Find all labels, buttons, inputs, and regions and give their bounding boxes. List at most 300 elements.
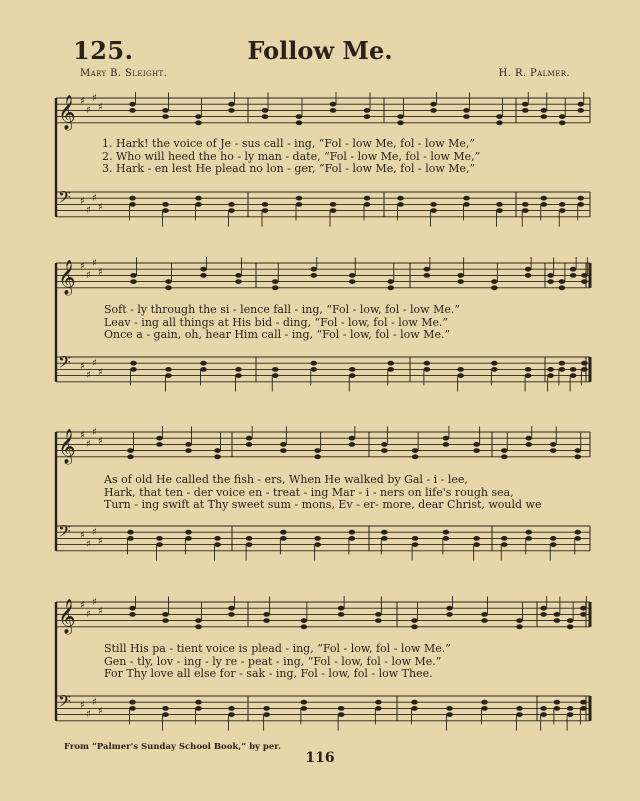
- note-head: [156, 436, 163, 441]
- note-head: [559, 279, 566, 284]
- note-head: [540, 606, 547, 611]
- note-head: [280, 530, 287, 535]
- note-head: [581, 273, 588, 278]
- note-head: [162, 712, 169, 717]
- note-head: [162, 618, 169, 623]
- sharp-icon: ♯: [92, 427, 97, 438]
- note-head: [525, 536, 532, 541]
- sharp-icon: ♯: [92, 93, 97, 104]
- note-head: [165, 279, 172, 284]
- note-head: [330, 208, 337, 213]
- note-head: [559, 285, 566, 290]
- note-head: [200, 273, 207, 278]
- note-head: [296, 202, 303, 207]
- note-head: [129, 202, 136, 207]
- note-head: [540, 196, 547, 201]
- note-head: [496, 202, 503, 207]
- sharp-icon: ♯: [80, 196, 85, 207]
- note-head: [397, 196, 404, 201]
- sharp-icon: ♯: [98, 202, 103, 213]
- note-head: [473, 442, 480, 447]
- note-head: [491, 367, 498, 372]
- note-head: [296, 120, 303, 125]
- treble-clef-icon: 𝄞: [58, 599, 76, 634]
- lyric-line: Soft - ly through the si - lence fall - ing, “Fol - low, fol - low Me.”: [104, 303, 460, 316]
- note-head: [214, 542, 221, 547]
- note-head: [501, 454, 508, 459]
- note-head: [550, 536, 557, 541]
- note-head: [525, 267, 532, 272]
- note-head: [496, 208, 503, 213]
- note-head: [338, 712, 345, 717]
- note-head: [127, 530, 134, 535]
- note-head: [446, 612, 453, 617]
- note-head: [430, 102, 437, 107]
- lyric-line: 3. Hark - en lest He plead no lon - ger, “Fol - low Me, fol - low Me,”: [102, 162, 476, 175]
- note-head: [491, 279, 498, 284]
- note-head: [310, 267, 317, 272]
- note-head: [272, 279, 279, 284]
- note-head: [314, 448, 321, 453]
- sharp-icon: ♯: [98, 606, 103, 617]
- note-head: [185, 536, 192, 541]
- note-head: [574, 448, 581, 453]
- note-head: [162, 202, 169, 207]
- note-head: [296, 196, 303, 201]
- note-head: [525, 436, 532, 441]
- treble-clef-icon: 𝄞: [58, 95, 76, 130]
- note-head: [570, 367, 577, 372]
- note-head: [501, 448, 508, 453]
- sharp-icon: ♯: [86, 709, 91, 720]
- note-head: [162, 706, 169, 711]
- note-head: [364, 196, 371, 201]
- sharp-icon: ♯: [92, 697, 97, 708]
- note-head: [246, 536, 253, 541]
- sharp-icon: ♯: [80, 96, 85, 107]
- note-head: [525, 442, 532, 447]
- treble-clef-icon: 𝄞: [58, 429, 76, 464]
- note-head: [262, 108, 269, 113]
- note-head: [412, 448, 419, 453]
- note-head: [214, 454, 221, 459]
- note-head: [301, 706, 308, 711]
- note-head: [522, 102, 529, 107]
- note-head: [375, 618, 382, 623]
- note-head: [397, 114, 404, 119]
- note-head: [581, 367, 588, 372]
- note-head: [412, 542, 419, 547]
- note-head: [200, 367, 207, 372]
- note-head: [567, 624, 574, 629]
- note-head: [185, 442, 192, 447]
- sharp-icon: ♯: [92, 258, 97, 269]
- note-head: [424, 361, 431, 366]
- note-head: [364, 108, 371, 113]
- note-head: [443, 530, 450, 535]
- note-head: [156, 536, 163, 541]
- note-head: [129, 196, 136, 201]
- note-head: [570, 267, 577, 272]
- bass-clef-icon: 𝄢: [58, 187, 71, 211]
- note-head: [525, 373, 532, 378]
- note-head: [567, 706, 574, 711]
- note-head: [375, 700, 382, 705]
- note-head: [349, 373, 356, 378]
- treble-staff: [56, 93, 590, 131]
- sharp-icon: ♯: [86, 439, 91, 450]
- note-head: [559, 114, 566, 119]
- note-head: [559, 120, 566, 125]
- note-head: [577, 196, 584, 201]
- note-head: [228, 606, 235, 611]
- note-head: [457, 273, 464, 278]
- note-head: [446, 706, 453, 711]
- note-head: [430, 108, 437, 113]
- note-head: [387, 367, 394, 372]
- lyric-line: Still His pa - tient voice is plead - ing, “Fol - low, fol - low Me.”: [104, 642, 451, 655]
- sharp-icon: ♯: [80, 430, 85, 441]
- note-head: [554, 700, 561, 705]
- note-head: [463, 196, 470, 201]
- note-head: [280, 536, 287, 541]
- note-head: [547, 279, 554, 284]
- note-head: [411, 624, 418, 629]
- note-head: [235, 273, 242, 278]
- note-head: [162, 108, 169, 113]
- note-head: [580, 612, 587, 617]
- note-head: [381, 530, 388, 535]
- note-head: [463, 108, 470, 113]
- note-head: [130, 367, 137, 372]
- bass-staff: [56, 187, 590, 217]
- note-head: [262, 202, 269, 207]
- note-head: [540, 202, 547, 207]
- note-head: [540, 712, 547, 717]
- note-head: [246, 442, 253, 447]
- bass-staff: [56, 521, 590, 551]
- note-head: [547, 373, 554, 378]
- note-head: [235, 373, 242, 378]
- note-head: [387, 285, 394, 290]
- note-head: [129, 700, 136, 705]
- lyric-line: 2. Who will heed the ho - ly man - date, “Fol - low Me, fol - low Me,”: [102, 149, 481, 163]
- note-head: [314, 454, 321, 459]
- sharp-icon: ♯: [86, 205, 91, 216]
- note-head: [200, 267, 207, 272]
- note-head: [314, 542, 321, 547]
- note-head: [570, 373, 577, 378]
- note-head: [262, 208, 269, 213]
- sharp-icon: ♯: [86, 609, 91, 620]
- note-head: [516, 712, 523, 717]
- note-head: [491, 285, 498, 290]
- note-head: [580, 706, 587, 711]
- note-head: [272, 285, 279, 290]
- note-head: [516, 706, 523, 711]
- note-head: [577, 202, 584, 207]
- note-head: [162, 114, 169, 119]
- sharp-icon: ♯: [86, 105, 91, 116]
- note-head: [496, 114, 503, 119]
- note-head: [387, 361, 394, 366]
- note-head: [130, 273, 137, 278]
- note-head: [349, 530, 356, 535]
- note-head: [165, 367, 172, 372]
- note-head: [411, 618, 418, 623]
- note-head: [129, 706, 136, 711]
- note-head: [263, 612, 270, 617]
- sharp-icon: ♯: [92, 527, 97, 538]
- note-head: [412, 454, 419, 459]
- composer-credit: H. R. Palmer.: [498, 68, 570, 79]
- note-head: [280, 448, 287, 453]
- note-head: [550, 542, 557, 547]
- note-head: [412, 536, 419, 541]
- note-head: [463, 114, 470, 119]
- note-head: [156, 442, 163, 447]
- note-head: [349, 367, 356, 372]
- note-head: [525, 273, 532, 278]
- note-head: [381, 442, 388, 447]
- note-head: [129, 612, 136, 617]
- page-number: 116: [305, 750, 335, 766]
- bass-staff: [56, 691, 590, 721]
- treble-staff: [56, 597, 590, 635]
- note-head: [129, 102, 136, 107]
- note-head: [559, 208, 566, 213]
- note-head: [574, 454, 581, 459]
- note-head: [473, 542, 480, 547]
- sharp-icon: ♯: [80, 361, 85, 372]
- note-head: [496, 120, 503, 125]
- note-head: [411, 700, 418, 705]
- note-head: [574, 536, 581, 541]
- note-head: [446, 606, 453, 611]
- source-credit: From “Palmer's Sunday School Book,” by per.: [64, 742, 281, 752]
- note-head: [200, 361, 207, 366]
- note-head: [195, 706, 202, 711]
- note-head: [330, 202, 337, 207]
- lyric-line: For Thy love all else for - sak - ing, Fol - low, fol - low Thee.: [104, 667, 433, 680]
- note-head: [516, 624, 523, 629]
- sharp-icon: ♯: [86, 370, 91, 381]
- note-head: [272, 373, 279, 378]
- note-head: [443, 442, 450, 447]
- note-head: [430, 208, 437, 213]
- note-head: [559, 367, 566, 372]
- note-head: [214, 536, 221, 541]
- lyric-line: Leav - ing all things at His bid - ding, “Fol - low, fol - low Me.”: [104, 315, 449, 329]
- note-head: [195, 202, 202, 207]
- author-credit: Mary B. Sleight.: [80, 68, 168, 79]
- note-head: [263, 712, 270, 717]
- note-head: [228, 108, 235, 113]
- note-head: [127, 448, 134, 453]
- note-head: [228, 208, 235, 213]
- note-head: [522, 202, 529, 207]
- sharp-icon: ♯: [80, 530, 85, 541]
- sharp-icon: ♯: [80, 261, 85, 272]
- note-head: [228, 102, 235, 107]
- note-head: [381, 448, 388, 453]
- note-head: [263, 618, 270, 623]
- note-head: [381, 536, 388, 541]
- sharp-icon: ♯: [98, 102, 103, 113]
- note-head: [263, 706, 270, 711]
- note-head: [129, 108, 136, 113]
- lyric-line: 1. Hark! the voice of Je - sus call - ing, “Fol - low Me, fol - low Me,”: [102, 137, 476, 150]
- note-head: [501, 542, 508, 547]
- note-head: [559, 361, 566, 366]
- note-head: [397, 120, 404, 125]
- note-head: [330, 108, 337, 113]
- note-head: [567, 618, 574, 623]
- note-head: [195, 196, 202, 201]
- note-head: [310, 361, 317, 366]
- sharp-icon: ♯: [80, 600, 85, 611]
- note-head: [310, 273, 317, 278]
- note-head: [375, 706, 382, 711]
- lyric-line: Turn - ing swift at Thy sweet sum - mons, Ev - er- more, dear Christ, would we: [104, 498, 542, 511]
- note-head: [424, 273, 431, 278]
- note-head: [424, 367, 431, 372]
- note-head: [547, 367, 554, 372]
- note-head: [501, 536, 508, 541]
- note-head: [457, 373, 464, 378]
- note-head: [195, 120, 202, 125]
- lyric-line: Gen - tly, lov - ing - ly re - peat - ing, “Fol - low, fol - low Me.”: [104, 654, 442, 668]
- note-head: [349, 273, 356, 278]
- lyric-line: Once a - gain, oh, hear Him call - ing, “Fol - low, fol - low Me.”: [104, 328, 451, 341]
- note-head: [491, 361, 498, 366]
- note-head: [577, 102, 584, 107]
- sharp-icon: ♯: [80, 700, 85, 711]
- note-head: [228, 202, 235, 207]
- note-head: [397, 202, 404, 207]
- note-head: [338, 706, 345, 711]
- note-head: [481, 612, 488, 617]
- bass-clef-icon: 𝄢: [58, 691, 71, 715]
- note-head: [349, 436, 356, 441]
- note-head: [228, 706, 235, 711]
- note-head: [130, 361, 137, 366]
- note-head: [228, 712, 235, 717]
- note-head: [162, 612, 169, 617]
- note-head: [246, 542, 253, 547]
- note-head: [473, 536, 480, 541]
- note-head: [301, 624, 308, 629]
- note-head: [296, 114, 303, 119]
- note-head: [411, 706, 418, 711]
- note-head: [443, 436, 450, 441]
- note-head: [457, 367, 464, 372]
- note-head: [525, 530, 532, 535]
- note-head: [156, 542, 163, 547]
- sharp-icon: ♯: [98, 367, 103, 378]
- note-head: [463, 202, 470, 207]
- note-head: [554, 706, 561, 711]
- note-head: [559, 202, 566, 207]
- note-head: [338, 606, 345, 611]
- note-head: [554, 618, 561, 623]
- note-head: [547, 273, 554, 278]
- note-head: [129, 606, 136, 611]
- note-head: [185, 530, 192, 535]
- note-head: [581, 361, 588, 366]
- bass-clef-icon: 𝄢: [58, 521, 71, 545]
- note-head: [262, 114, 269, 119]
- sharp-icon: ♯: [92, 597, 97, 608]
- note-head: [301, 618, 308, 623]
- note-head: [185, 448, 192, 453]
- note-head: [280, 442, 287, 447]
- note-head: [195, 114, 202, 119]
- note-head: [127, 536, 134, 541]
- note-head: [130, 279, 137, 284]
- note-head: [481, 706, 488, 711]
- bass-clef-icon: 𝄢: [58, 352, 71, 376]
- note-head: [165, 373, 172, 378]
- note-head: [567, 712, 574, 717]
- note-head: [195, 624, 202, 629]
- note-head: [525, 367, 532, 372]
- hymn-title: Follow Me.: [247, 36, 393, 65]
- sharp-icon: ♯: [92, 193, 97, 204]
- note-head: [387, 279, 394, 284]
- note-head: [246, 436, 253, 441]
- hymn-number: 125.: [73, 36, 134, 65]
- note-head: [349, 442, 356, 447]
- note-head: [574, 530, 581, 535]
- note-head: [481, 618, 488, 623]
- note-head: [481, 700, 488, 705]
- lyric-line: As of old He called the fish - ers, When He walked by Gal - i - lee,: [104, 473, 468, 486]
- note-head: [554, 612, 561, 617]
- sharp-icon: ♯: [86, 539, 91, 550]
- note-head: [443, 536, 450, 541]
- note-head: [516, 618, 523, 623]
- note-head: [301, 700, 308, 705]
- note-head: [165, 285, 172, 290]
- note-head: [162, 208, 169, 213]
- note-head: [581, 279, 588, 284]
- note-head: [235, 279, 242, 284]
- note-head: [540, 706, 547, 711]
- note-head: [522, 208, 529, 213]
- treble-clef-icon: 𝄞: [58, 260, 76, 295]
- note-head: [349, 536, 356, 541]
- note-head: [540, 108, 547, 113]
- note-head: [127, 454, 134, 459]
- note-head: [235, 367, 242, 372]
- lyric-line: Hark, that ten - der voice en - treat - ing Mar - i - ners on life's rough sea,: [104, 485, 514, 499]
- note-head: [314, 536, 321, 541]
- note-head: [214, 448, 221, 453]
- note-head: [310, 367, 317, 372]
- note-head: [550, 448, 557, 453]
- note-head: [473, 448, 480, 453]
- note-head: [580, 606, 587, 611]
- note-head: [364, 202, 371, 207]
- sharp-icon: ♯: [98, 706, 103, 717]
- note-head: [446, 712, 453, 717]
- bass-staff: [56, 352, 590, 382]
- sharp-icon: ♯: [98, 436, 103, 447]
- note-head: [364, 114, 371, 119]
- sharp-icon: ♯: [86, 270, 91, 281]
- note-head: [580, 700, 587, 705]
